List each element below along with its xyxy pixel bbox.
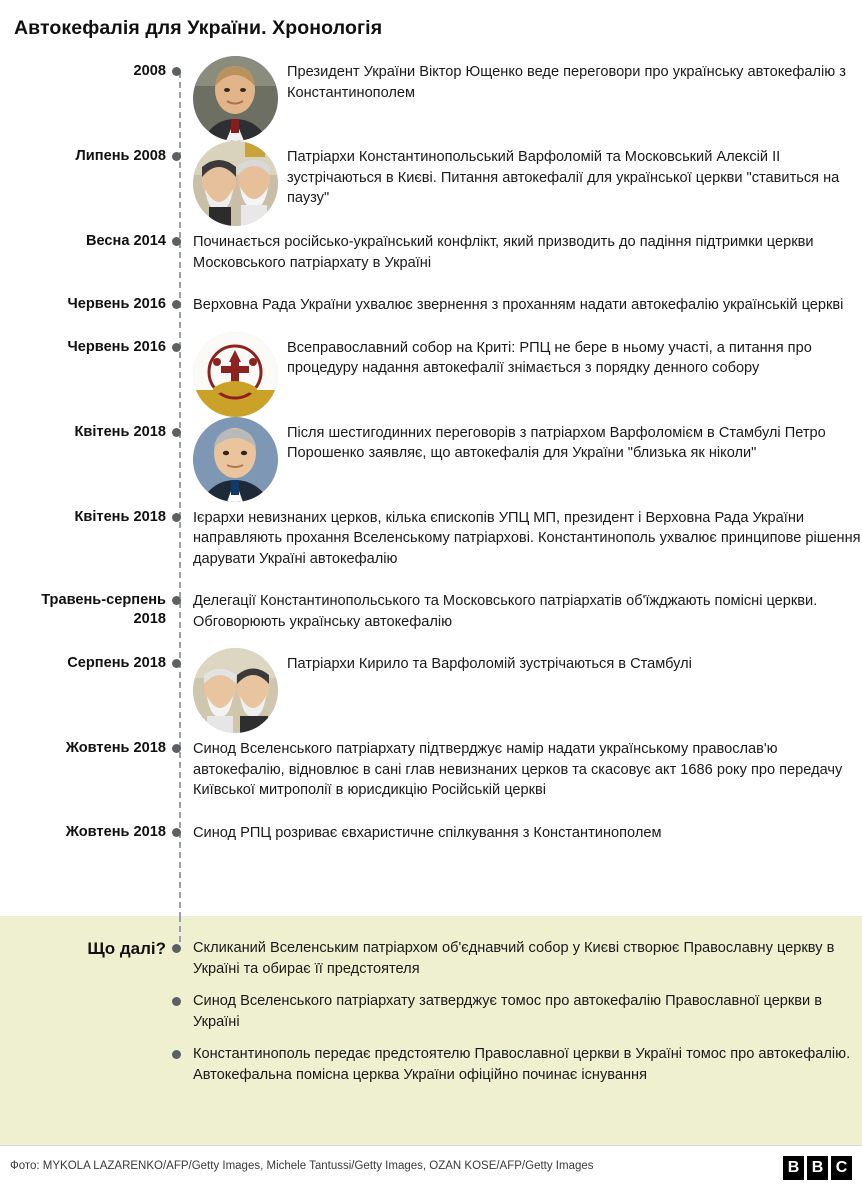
bbc-logo-letter: B: [783, 1156, 804, 1180]
timeline-text: Делегації Константинопольського та Московського патріархатів об'їжджають помісні церкви. Обговорюють українську автокефалію: [193, 593, 818, 630]
panel-dot-icon: [172, 1050, 181, 1059]
timeline-text: Після шестигодинних переговорів з патріархом Варфоломієм в Стамбулі Петро Порошенко заявляє, що автокефалія для України "близька як ніколи": [287, 424, 826, 461]
timeline-date-main: Весна 2014: [85, 233, 166, 249]
timeline-marker: [166, 295, 193, 314]
kirill-bartholomew-portrait: [193, 648, 278, 733]
timeline-row: [0, 739, 862, 801]
timeline-date: [0, 232, 166, 251]
timeline-date-main: 2008: [133, 63, 166, 79]
timeline-date-main: Липень 2008: [75, 148, 166, 164]
timeline-content: [193, 295, 862, 316]
timeline-dot-icon: [172, 513, 181, 522]
panel-marker: [166, 991, 193, 1010]
panel-item-text: Скликаний Вселенським патріархом об'єднавчий собор у Києві створює Православну церкву в Україні та обирає її предстоятеля: [193, 940, 835, 977]
poroshenko-portrait: [193, 417, 278, 502]
timeline-content: [193, 232, 862, 273]
timeline-date-main: Квітень 2018: [74, 508, 166, 525]
bbc-logo: [783, 1156, 852, 1180]
timeline-row: [0, 62, 862, 141]
timeline-date-main: Жовтень 2018: [65, 823, 166, 840]
timeline-date-main: Травень-серпень: [41, 592, 166, 608]
timeline-content: [193, 338, 862, 417]
timeline-content: [193, 654, 862, 733]
timeline-date-main: Червень 2016: [67, 296, 166, 312]
timeline-date: [0, 654, 166, 673]
timeline-marker: [166, 654, 193, 673]
timeline-text: Ієрархи невизнаних церков, кілька єпископів УПЦ МП, президент і Верховна Рада України направляють прохання Вселенському патріархові. Константинополь ухвалює принципове рішення дарувати Україні автокефалію: [193, 509, 861, 567]
panel-marker: [166, 938, 193, 957]
timeline-date-main: Квітень 2018: [74, 423, 166, 440]
timeline-row: [0, 423, 862, 502]
timeline-dot-icon: [172, 596, 181, 605]
timeline-row: [0, 654, 862, 733]
timeline-text: Всеправославний собор на Криті: РПЦ не бере в ньому участі, а питання про процедуру надання автокефалії знімається з порядку денного собору: [287, 339, 812, 376]
what-next-panel: [0, 916, 862, 1146]
timeline-marker: [166, 739, 193, 758]
page-title: Автокефалія для України. Хронологія: [14, 17, 383, 39]
timeline-dot-icon: [172, 343, 181, 352]
yushchenko-portrait: [193, 56, 278, 141]
timeline-marker: [166, 147, 193, 166]
timeline-marker: [166, 232, 193, 251]
timeline-dot-icon: [172, 300, 181, 309]
timeline-row: [0, 508, 862, 570]
timeline-text: Президент України Віктор Ющенко веде переговори про українську автокефалію з Константинополем: [287, 64, 846, 101]
timeline-date: [0, 62, 166, 81]
timeline-content: [193, 508, 862, 570]
timeline-content: [193, 591, 862, 632]
timeline-date-main: Серпень 2018: [67, 655, 166, 671]
timeline-date-main: Червень 2016: [67, 338, 166, 355]
timeline-marker: [166, 591, 193, 610]
timeline-content: [193, 823, 862, 844]
timeline-row: [0, 295, 862, 316]
timeline-row: [0, 591, 862, 632]
panel-label: Що далі?: [87, 939, 166, 958]
timeline-dot-icon: [172, 152, 181, 161]
timeline-text: Синод Вселенського патріархату підтверджує намір надати українському православ'ю автокефалію, відновлює в сані глав невизнаних церков та скасовує акт 1686 року про передачу Київської митрополії в юрисдикцію Російській церкві: [193, 741, 843, 798]
timeline-text: Патріархи Константинопольський Варфоломій та Московський Алексій II зустрічаються в Києві. Питання автокефалії для української церкви "ставиться на паузу": [287, 149, 840, 206]
timeline-row: [0, 338, 862, 417]
timeline-text: Верховна Рада України ухвалює звернення з проханням надати автокефалію українській церкві: [193, 297, 844, 313]
timeline-content: [193, 62, 862, 141]
timeline-content: [193, 739, 862, 801]
timeline-marker: [166, 423, 193, 442]
timeline-marker: [166, 338, 193, 357]
bbc-logo-letter: C: [831, 1156, 852, 1180]
timeline-dot-icon: [172, 428, 181, 437]
timeline-content: [193, 147, 862, 226]
timeline-text: Синод РПЦ розриває євхаристичне спілкування з Константинополем: [193, 824, 662, 841]
panel-row: [0, 938, 862, 979]
timeline-date-secondary: 2018: [133, 611, 166, 627]
patriarchs-portrait: [193, 141, 278, 226]
timeline-date: [0, 295, 166, 314]
timeline-date-main: Жовтень 2018: [65, 740, 166, 756]
panel-dot-icon: [172, 997, 181, 1006]
timeline-date: [0, 147, 166, 166]
timeline-row: [0, 823, 862, 844]
panel-dot-icon: [172, 944, 181, 953]
timeline-date: [0, 823, 166, 842]
timeline-row: [0, 147, 862, 226]
timeline-marker: [166, 62, 193, 81]
panel-marker: [166, 1044, 193, 1063]
timeline-row: [0, 232, 862, 273]
timeline-date: [0, 338, 166, 357]
timeline-content: [193, 423, 862, 502]
timeline-dot-icon: [172, 237, 181, 246]
panel-row: [0, 1044, 862, 1085]
timeline-date: [0, 591, 166, 629]
timeline-date: [0, 423, 166, 442]
photo-credit: Фото: MYKOLA LAZARENKO/AFP/Getty Images, Michele Tantussi/Getty Images, OZAN KOSE/AFP/Getty Images: [10, 1160, 594, 1172]
timeline: [0, 62, 862, 843]
panel-item-text: Синод Вселенського патріархату затверджує томос про автокефалію Православної церкви в Україні: [193, 993, 823, 1030]
crete-council-emblem: [193, 332, 278, 417]
timeline-text: Починається російсько-український конфлікт, який призводить до падіння підтримки церкви Московського патріархату в Україні: [193, 234, 814, 271]
timeline-text: Патріархи Кирило та Варфоломій зустрічаються в Стамбулі: [287, 656, 692, 672]
timeline-dot-icon: [172, 659, 181, 668]
timeline-marker: [166, 508, 193, 527]
bbc-logo-letter: B: [807, 1156, 828, 1180]
timeline-date: [0, 508, 166, 527]
panel-row: [0, 991, 862, 1032]
footer: [0, 1145, 862, 1200]
timeline-dot-icon: [172, 744, 181, 753]
timeline-dot-icon: [172, 828, 181, 837]
timeline-dot-icon: [172, 67, 181, 76]
timeline-date: [0, 739, 166, 758]
panel-item-text: Константинополь передає предстоятелю Православної церкви в Україні томос про автокефалію. Автокефальна помісна церква України офіційно починає існування: [193, 1046, 851, 1083]
timeline-marker: [166, 823, 193, 842]
